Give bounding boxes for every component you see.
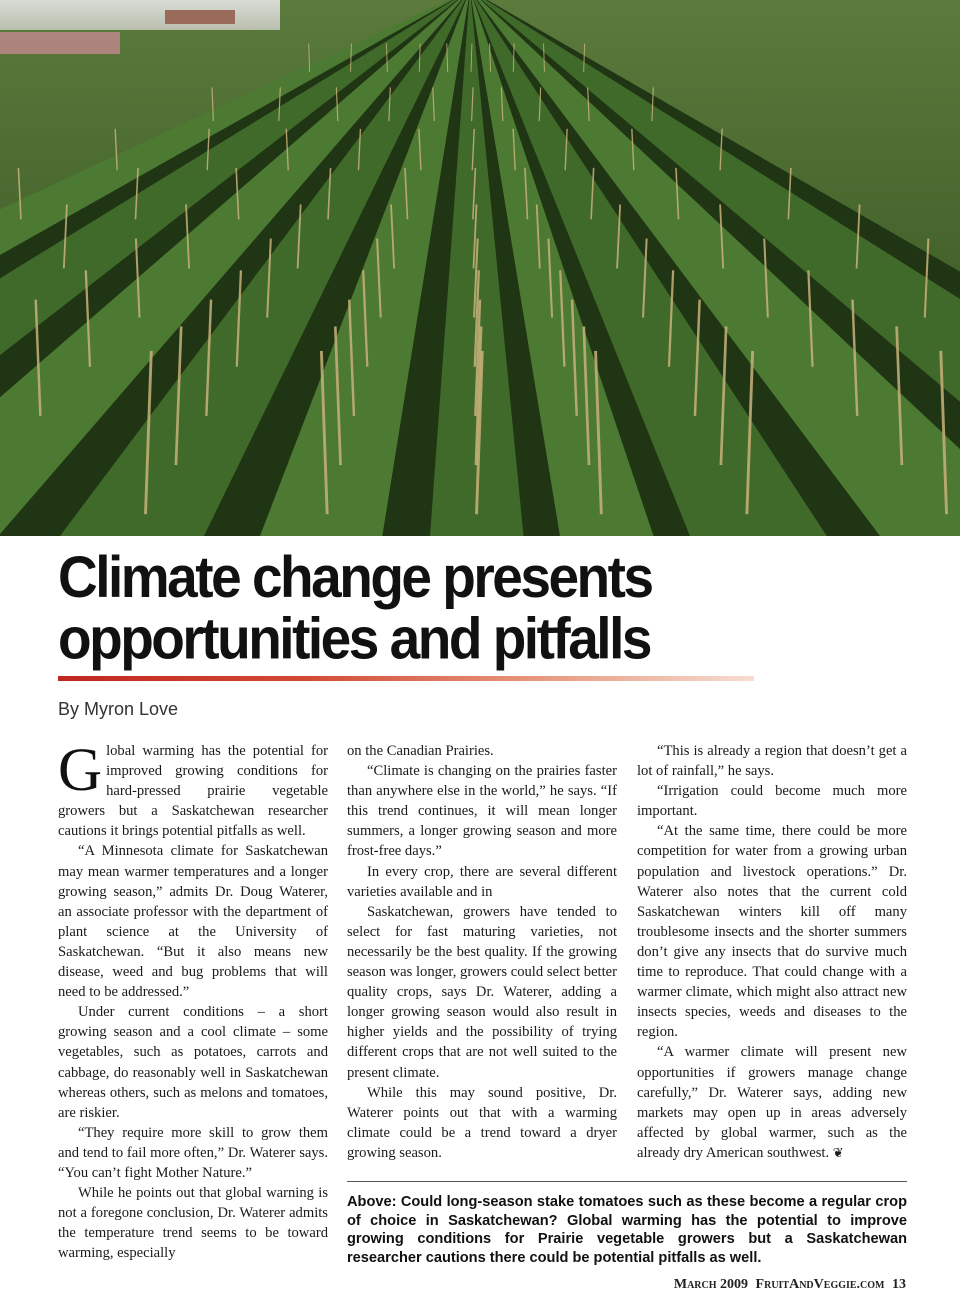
headline-divider	[58, 676, 754, 681]
paragraph: on the Canadian Prairies.	[347, 743, 494, 759]
drop-cap: G	[58, 737, 103, 804]
body-column-2	[347, 741, 617, 1163]
paragraph: Saskatchewan, growers have tended to select for fast maturing varieties, not necessarily be the best quality. If the growing season was longer, growers could select better quality crops, says Dr. Waterer, adding a longer growing season would also result in higher yields and the possibility of trying different crops that are not well suited to the present climate.	[347, 903, 617, 1081]
paragraph: “This is already a region that doesn’t get a lot of rainfall,” he says.	[637, 743, 907, 780]
paragraph: In every crop, there are several different varieties available and in	[347, 863, 617, 900]
page-number: 13	[892, 1277, 906, 1292]
tomato-field-photo	[0, 0, 960, 536]
body-column-3	[637, 741, 907, 1164]
caption-divider	[347, 1181, 907, 1182]
article-headline	[58, 543, 758, 672]
headline-line-2: opportunities and pitfalls	[58, 605, 650, 672]
headline-line-1: Climate change presents	[58, 543, 652, 610]
body-column-1	[58, 737, 328, 1263]
paragraph: While he points out that global warning is not a foregone conclusion, Dr. Waterer admits the temperature trend seems to be toward warming, especially	[58, 1185, 328, 1262]
photo-caption: Above: Could long-season stake tomatoes such as these become a regular crop of choice in Saskatchewan? Global warming has the potential to improve growing conditions for Prairie vegetable growers but a Saskatchewan researcher cautions there could be potential pitfalls as well.	[347, 1194, 907, 1266]
byline: By Myron Love	[58, 699, 179, 719]
footer-site: FruitAndVeggie.com	[755, 1277, 885, 1292]
paragraph: Global warming has the potential for improved growing conditions for hard-pressed prairie vegetable growers but a Saskatchewan researcher cautions it brings potential pitfalls as well.	[58, 737, 328, 840]
paragraph: Under current conditions – a short growing season and a cool climate – some vegetables, such as potatoes, carrots and cabbage, do reasonably well in Saskatchewan whereas others, such as melons and tomatoes, are riskier.	[58, 1004, 328, 1121]
hero-photo	[0, 0, 960, 536]
paragraph: “Irrigation could become much more important.	[637, 783, 907, 820]
paragraph: “They require more skill to grow them and tend to fail more often,” Dr. Waterer says. “You can’t fight Mother Nature.”	[58, 1124, 328, 1181]
paragraph: “At the same time, there could be more competition for water from a growing urban population and livestock operations.” Dr. Waterer also notes that the current cold Saskatchewan winters kill off many troublesome insects and the shorter summers don’t give any insects that do survive much time to reproduce. That could change with a warmer climate, which might also attract new insects species, weeds and diseases to the region.	[637, 823, 907, 1041]
paragraph: “Climate is changing on the prairies faster than anywhere else in the world,” he says. “If this trend continues, it will mean longer summers, a longer growing season and more frost-free days.”	[347, 763, 617, 860]
footer-issue: March 2009	[673, 1277, 749, 1292]
page-footer	[670, 1277, 906, 1293]
paragraph: “A warmer climate will present new opportunities if growers manage change carefully,” Dr. Waterer says, adding new markets may open up in areas adversely affected by global warmer, such as the already dry American southwest. ❦	[637, 1044, 907, 1161]
paragraph: “A Minnesota climate for Saskatchewan may mean warmer temperatures and a longer growing season,” admits Dr. Doug Waterer, an associate professor with the department of plant science at the University of Saskatchewan. “But it also means new disease, weed and bug problems that will need to be addressed.”	[58, 843, 328, 1001]
end-of-article-icon: ❦	[832, 1145, 844, 1161]
paragraph: While this may sound positive, Dr. Waterer points out that with a warming climate could be a trend toward a dryer growing season.	[347, 1084, 617, 1161]
